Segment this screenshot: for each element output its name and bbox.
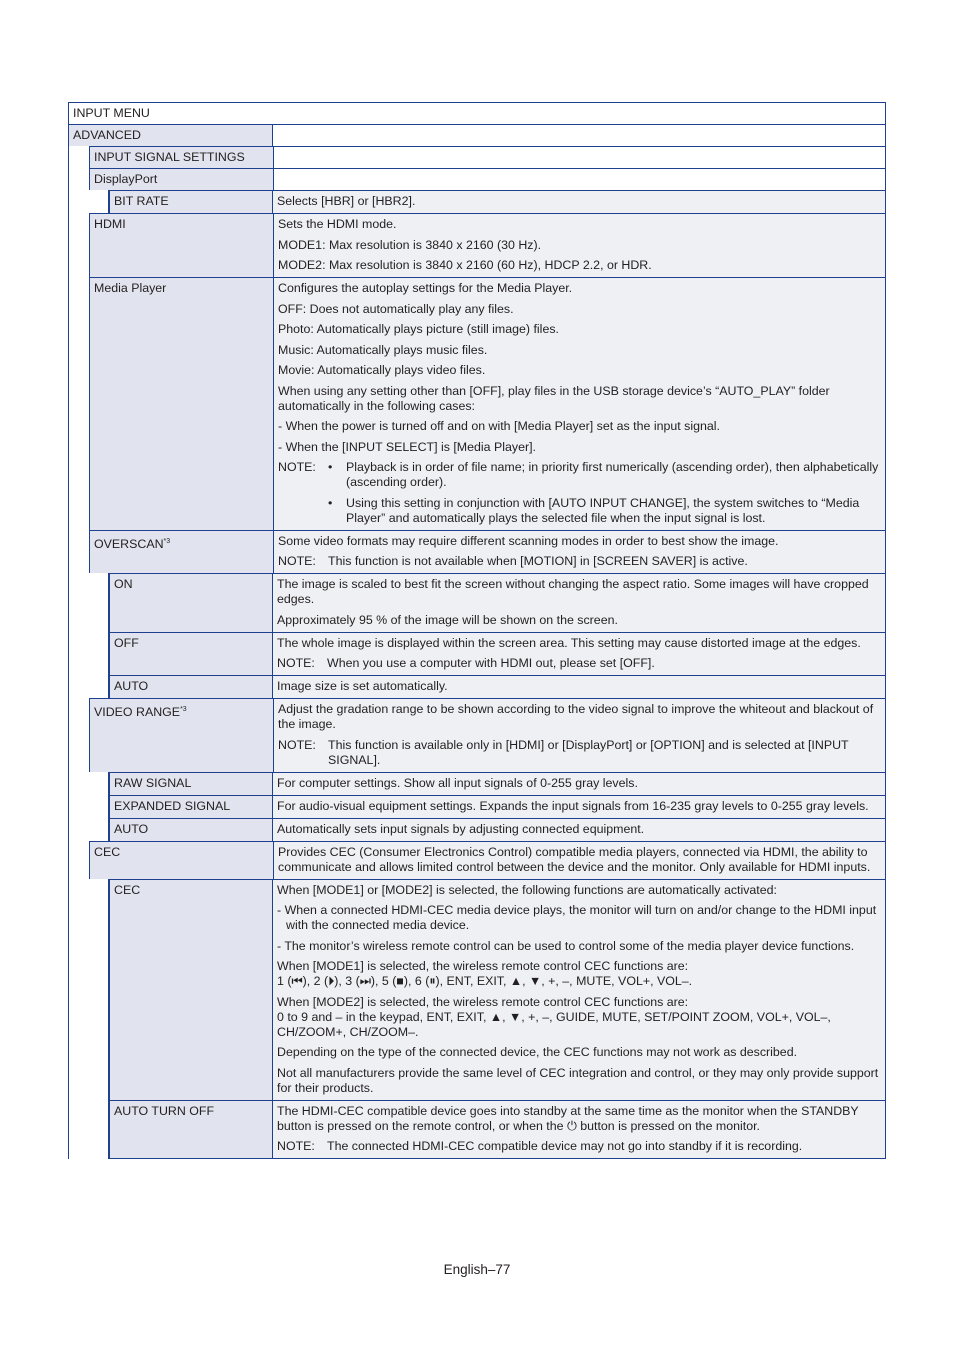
desc-text: OFF: Does not automatically play any files. xyxy=(278,301,514,316)
note-text: Playback is in order of file name; in priority first numerically (ascending order), then alphabetically (ascending order). xyxy=(346,460,879,489)
row-desc xyxy=(272,795,886,818)
row-desc xyxy=(272,772,886,795)
table-row xyxy=(68,530,886,574)
page-number: English–77 xyxy=(443,1262,511,1277)
desc-text: The image is scaled to best fit the screen without changing the aspect ratio. Some images will have cropped edges. xyxy=(277,577,869,606)
table-row xyxy=(68,146,886,168)
bullet-glyph: • xyxy=(328,495,333,510)
desc-text: The HDMI-CEC compatible device goes into standby at the same time as the monitor when the STANDBY button is pressed on the remote control, or when the ⏻ button is pressed on the monitor. xyxy=(277,1103,859,1133)
row-desc xyxy=(272,632,886,676)
label-text: OVERSCAN xyxy=(94,536,164,551)
note xyxy=(278,738,881,768)
input-menu-table xyxy=(68,102,886,1159)
bullet-glyph: • xyxy=(328,460,333,474)
table-row xyxy=(68,168,886,190)
note-text: This function is not available when [MOTION] in [SCREEN SAVER] is active. xyxy=(328,554,748,568)
desc-text: When using any setting other than [OFF], play files in the USB storage device’s “AUTO_PLAY” folder automatically in the following cases: xyxy=(278,383,830,413)
label-text: VIDEO RANGE xyxy=(94,705,181,719)
desc-text: Not all manufacturers provide the same level of CEC integration and control, or they may only provide support for their products. xyxy=(277,1065,879,1095)
row-label: INPUT SIGNAL SETTINGS xyxy=(89,146,273,168)
row-desc xyxy=(273,530,886,574)
desc-text: Photo: Automatically plays picture (still image) files. xyxy=(278,322,559,336)
desc-text: Automatically sets input signals by adjusting connected equipment. xyxy=(277,821,645,836)
desc-text: MODE2: Max resolution is 3840 x 2160 (60 Hz), HDCP 2.2, or HDR. xyxy=(278,258,652,272)
row-desc xyxy=(272,573,886,632)
desc-text: 0 to 9 and – in the keypad, ENT, EXIT, ▲, ▼, +, –, GUIDE, MUTE, SET/POINT ZOOM, VOL+, VOL–, CH/ZOOM+, CH/ZOOM–. xyxy=(277,1009,831,1039)
row-label: ADVANCED xyxy=(68,124,272,146)
table-row xyxy=(68,818,886,841)
desc-text: For audio-visual equipment settings. Expands the input signals from 16-235 gray levels to 0-255 gray levels. xyxy=(277,798,869,813)
row-label: AUTO xyxy=(109,818,272,841)
desc-text: - When the [INPUT SELECT] is [Media Player]. xyxy=(278,439,536,454)
desc-text: - When the power is turned off and on with [Media Player] set as the input signal. xyxy=(278,419,720,433)
table-row xyxy=(68,277,886,530)
note-text: This function is available only in [HDMI] or [DisplayPort] or [OPTION] and is selected at [INPUT SIGNAL]. xyxy=(328,737,849,767)
row-desc xyxy=(273,698,886,772)
desc-text: Configures the autoplay settings for the Media Player. xyxy=(278,281,573,295)
row-desc xyxy=(272,818,886,841)
note xyxy=(277,1139,881,1154)
note-label: NOTE: xyxy=(278,554,316,568)
desc-text: When [MODE1] or [MODE2] is selected, the following functions are automatically activated: xyxy=(277,882,777,897)
table-header-row xyxy=(68,102,886,124)
row-label: RAW SIGNAL xyxy=(109,772,272,795)
row-desc xyxy=(272,124,886,146)
note-label: NOTE: xyxy=(278,460,316,474)
desc-text: Movie: Automatically plays video files. xyxy=(278,363,486,377)
row-desc xyxy=(273,277,886,530)
table-header: INPUT MENU xyxy=(68,102,886,124)
table-row xyxy=(68,632,886,676)
row-label: EXPANDED SIGNAL xyxy=(109,795,272,818)
row-label: CEC xyxy=(89,841,273,879)
desc-text: 1 (⏮), 2 (⏵), 3 (⏭), 5 (■), 6 (⏸), ENT, EXIT, ▲, ▼, +, –, MUTE, VOL+, VOL–. xyxy=(277,974,693,988)
desc-text: Depending on the type of the connected device, the CEC functions may not work as described. xyxy=(277,1045,798,1059)
footnote-mark: *3 xyxy=(163,537,171,545)
desc-text: Some video formats may require different scanning modes in order to best show the image. xyxy=(278,533,779,548)
row-desc xyxy=(272,1100,886,1160)
desc-text: - When a connected HDMI-CEC media device plays, the monitor will turn on and/or change to the HDMI input with the connected media device. xyxy=(277,903,877,932)
note-label: NOTE: xyxy=(277,1139,315,1153)
row-label: HDMI xyxy=(89,213,273,277)
row-label: BIT RATE xyxy=(109,190,272,213)
desc-text: Provides CEC (Consumer Electronics Control) compatible media players, connected via HDMI, the ability to communicate and allows limited control between the device and the monitor. Only available for HDMI inputs. xyxy=(278,844,871,874)
row-label: Media Player xyxy=(89,277,273,530)
table-row xyxy=(68,879,886,1100)
row-label: ON xyxy=(109,573,272,632)
row-desc xyxy=(273,146,886,168)
row-label: DisplayPort xyxy=(89,168,273,190)
desc-text: When [MODE2] is selected, the wireless remote control CEC functions are: xyxy=(277,994,689,1009)
note-label: NOTE: xyxy=(278,737,316,752)
note-bullet xyxy=(278,496,881,526)
row-desc xyxy=(272,879,886,1100)
note-bullet xyxy=(278,460,881,490)
footnote-mark: *3 xyxy=(180,706,187,713)
table-row xyxy=(68,573,886,632)
desc-text: Approximately 95 % of the image will be shown on the screen. xyxy=(277,612,618,627)
table-row xyxy=(68,675,886,698)
desc-text: Music: Automatically plays music files. xyxy=(278,342,488,357)
note xyxy=(277,656,881,671)
table-row xyxy=(68,795,886,818)
note-text: When you use a computer with HDMI out, please set [OFF]. xyxy=(327,656,655,670)
note-label: NOTE: xyxy=(277,656,315,670)
table-row xyxy=(68,772,886,795)
desc-text: Adjust the gradation range to be shown according to the video signal to improve the whiteout and blackout of the image. xyxy=(278,702,874,731)
table-row xyxy=(68,190,886,213)
desc-text: Selects [HBR] or [HBR2]. xyxy=(277,194,416,208)
row-desc xyxy=(272,190,886,213)
desc-text: - The monitor’s wireless remote control can be used to control some of the media player device functions. xyxy=(277,938,855,953)
desc-text: The whole image is displayed within the screen area. This setting may cause distorted image at the edges. xyxy=(277,635,861,650)
row-label: AUTO TURN OFF xyxy=(109,1100,272,1160)
desc-text: For computer settings. Show all input signals of 0-255 gray levels. xyxy=(277,775,638,790)
desc-text: When [MODE1] is selected, the wireless remote control CEC functions are: xyxy=(277,959,689,973)
table-row xyxy=(68,841,886,879)
row-label xyxy=(89,530,273,574)
table-row xyxy=(68,124,886,146)
desc-text: Image size is set automatically. xyxy=(277,679,448,693)
row-desc xyxy=(272,675,886,698)
desc-text: MODE1: Max resolution is 3840 x 2160 (30 Hz). xyxy=(278,237,542,252)
row-desc xyxy=(273,168,886,190)
row-label: OFF xyxy=(109,632,272,676)
row-label: AUTO xyxy=(109,675,272,698)
note-text: The connected HDMI-CEC compatible device may not go into standby if it is recording. xyxy=(327,1139,803,1153)
row-desc xyxy=(273,213,886,277)
table-row xyxy=(68,698,886,772)
table-row xyxy=(68,1100,886,1160)
row-label: CEC xyxy=(109,879,272,1100)
note-text: Using this setting in conjunction with [AUTO INPUT CHANGE], the system switches to “Media Player” and automatically plays the selected file when the input signal is lost. xyxy=(346,495,860,525)
table-row xyxy=(68,213,886,277)
note xyxy=(278,554,881,569)
row-desc xyxy=(273,841,886,879)
row-label xyxy=(89,698,273,772)
desc-text: Sets the HDMI mode. xyxy=(278,217,397,231)
